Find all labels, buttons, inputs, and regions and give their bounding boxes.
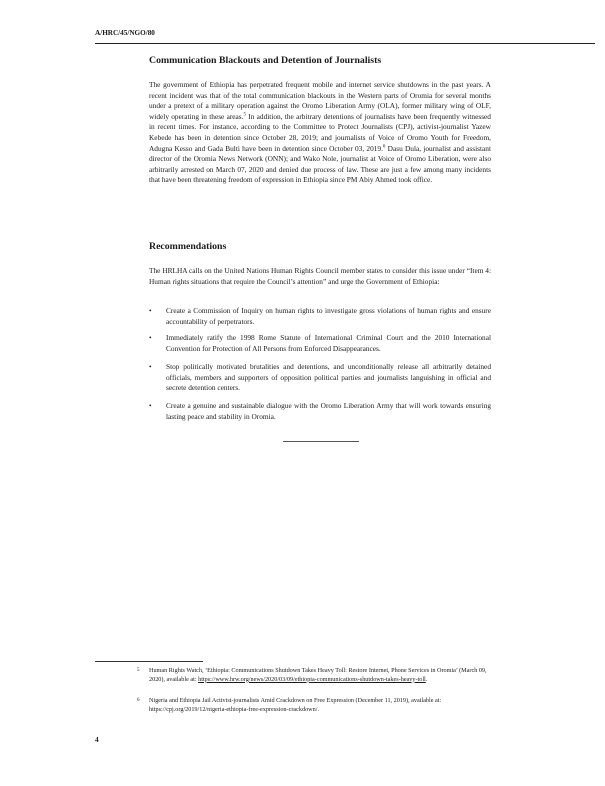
footnote-text xyxy=(149,667,491,684)
recommendation-text: Stop politically motivated brutalities and detentions, and unconditionally release all arbitrarily detained officials, members and supporters of opposition political parties and journalists languishing in official and secrete detention centers. xyxy=(166,362,491,393)
footnote-6 xyxy=(137,697,491,714)
footnote-number: 6 xyxy=(137,698,140,703)
footnote-5 xyxy=(137,667,491,684)
document-symbol: A/HRC/45/NGO/80 xyxy=(95,29,155,37)
footnote-trail: . xyxy=(425,675,428,683)
recommendation-item xyxy=(149,401,491,422)
recommendations-intro: The HRLHA calls on the United Nations Human Rights Council member states to consider this issue under “Item 4: Human rights situations that require the Council’s attention” and urge the Government of Ethiopia: xyxy=(149,266,491,286)
recommendation-item xyxy=(149,362,491,394)
footnote-body: Human Rights Watch, ‘Ethiopia: Communications Shutdown Takes Heavy Toll: Restore Internet, Phone Services in Oromia’ (March 09, 2020), available at: xyxy=(149,667,487,683)
bullet-icon: • xyxy=(149,333,152,342)
paragraph-text-part2: In addition, the arbitrary detentions of journalists have been frequently witnessed in recent times. For instance, according to the Committee to Protect Journalists (CPJ), activist-journalist Yazew Kebede has been in detention since October 28, 2019; and journalists of Voice of Oromo Youth for Freedom, Adugna Kesso and Gada Bulti have been in detention since October 03, 2019. xyxy=(149,111,491,153)
bullet-icon: • xyxy=(149,306,152,315)
recommendation-text: Immediately ratify the 1998 Rome Statute of International Criminal Court and the 2010 International Convention for Protection of All Persons from Enforced Disappearances. xyxy=(166,333,491,353)
section-heading-recommendations: Recommendations xyxy=(149,241,227,252)
recommendation-item xyxy=(149,333,491,354)
communication-blackouts-paragraph xyxy=(149,80,491,186)
recommendation-text: Create a Commission of Inquiry on human rights to investigate gross violations of human rights and ensure accountability of perpetrators. xyxy=(166,306,491,326)
recommendation-text: Create a genuine and sustainable dialogue with the Oromo Liberation Army that will work towards ensuring lasting peace and stability in Oromia. xyxy=(166,401,491,421)
page-number: 4 xyxy=(95,735,99,744)
footnote-link[interactable]: https://www.hrw.org/news/2020/03/09/ethiopia-communications-shutdown-takes-heavy-toll xyxy=(198,675,426,683)
footnote-ref-5[interactable]: 5 xyxy=(243,112,247,118)
recommendation-item xyxy=(149,306,491,327)
footnote-number: 5 xyxy=(137,668,140,673)
paragraph-text-part1: The government of Ethiopia has perpetrated frequent mobile and internet service shutdowns in the past years. A recent incident was that of the total communication blackouts in the Western parts of Oromia for several months under a pretext of a military operation against the Oromo Liberation Army (OLA), former military wing of OLF, widely operating in these areas. xyxy=(149,80,491,121)
header-rule xyxy=(95,43,595,44)
paragraph-text-part3: Dasu Dula, journalist and assistant director of the Oromia News Network (ONN); and Wako Nole, journalist at Voice of Oromo Liberation, were also arbitrarily arrested on March 07, 2020 and denied due process of law. These are just a few among many incidents that have been threatening freedom of expression in Ethiopia since PM Abiy Ahmed took office. xyxy=(149,143,491,185)
end-of-text-rule xyxy=(283,441,359,442)
footnote-separator xyxy=(95,661,203,662)
bullet-icon: • xyxy=(149,362,152,371)
bullet-icon: • xyxy=(149,401,152,410)
footnote-ref-6[interactable]: 6 xyxy=(382,144,386,150)
section-heading-communication-blackouts: Communication Blackouts and Detention of Journalists xyxy=(149,55,382,66)
footnote-text: Nigeria and Ethiopia Jail Activist-journalists Amid Crackdown on Free Expression (December 11, 2019), available at: https://cpj.org/2019/12/nigeria-ethiopia-free-expression-crackdown/. xyxy=(149,697,442,713)
